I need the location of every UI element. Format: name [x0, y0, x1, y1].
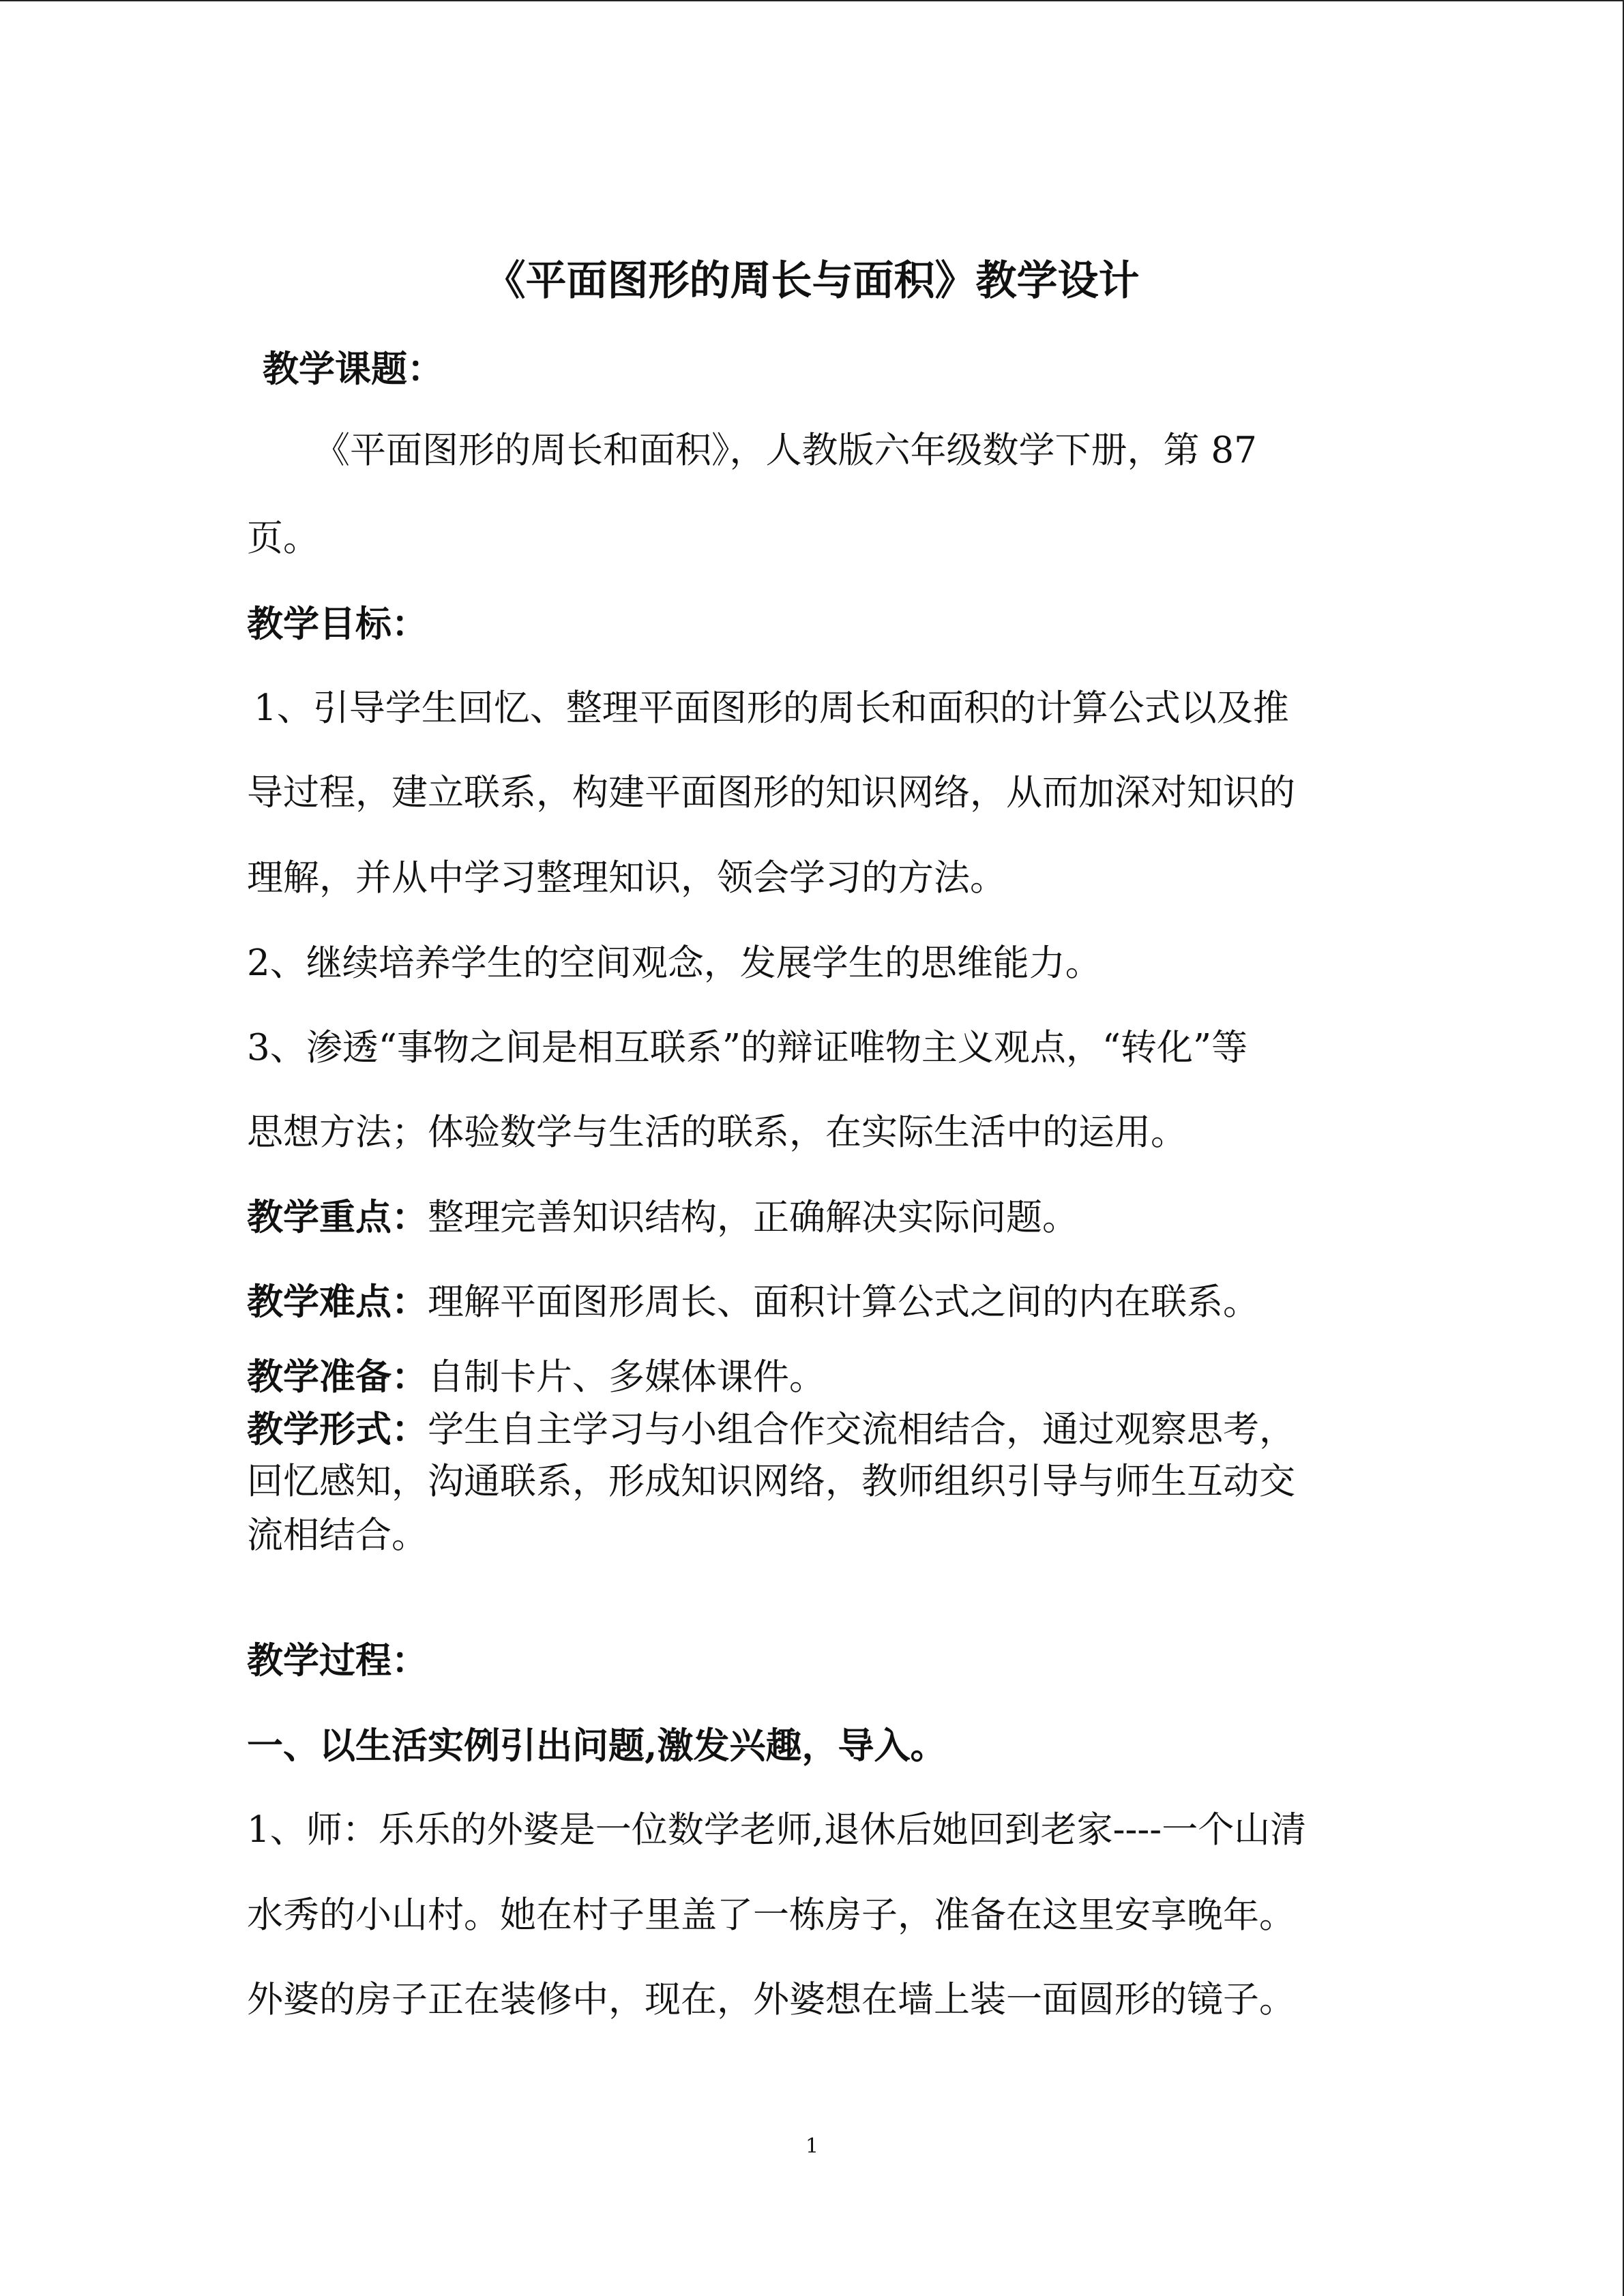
line-text: 流相结合。: [247, 1515, 428, 1556]
section-heading-objectives: [247, 600, 1393, 648]
page-top-border: [0, 0, 1624, 1]
key-point-line: [247, 1193, 1393, 1241]
line-text: 1、引导学生回忆、整理平面图形的周长和面积的计算公式以及推: [254, 687, 1289, 729]
line-label: 教学准备：: [247, 1356, 428, 1398]
section-heading-topic: [263, 345, 1408, 393]
line-text: 3、渗透“事物之间是相互联系”的辩证唯物主义观点，“转化”等: [247, 1027, 1248, 1069]
line-label: 教学过程：: [247, 1639, 428, 1682]
line-text: 思想方法；体验数学与生活的联系，在实际生活中的运用。: [247, 1112, 1187, 1153]
line-text: 回忆感知，沟通联系，形成知识网络，教师组织引导与师生互动交: [247, 1461, 1295, 1502]
paragraph-line: [254, 685, 1400, 732]
format-line: [247, 1405, 1393, 1453]
paragraph-line: [247, 854, 1393, 902]
paragraph-line: [247, 515, 1393, 563]
paragraph-line: [247, 1109, 1393, 1157]
line-text: 1、师：乐乐的外婆是一位数学老师,退休后她回到老家----一个山清: [247, 1809, 1307, 1851]
paragraph-line: [247, 1806, 1393, 1854]
line-label: 教学形式：: [247, 1408, 428, 1450]
paragraph-line: [247, 940, 1393, 987]
paragraph-line: [247, 1024, 1393, 1072]
line-text: 自制卡片、多媒体课件。: [428, 1356, 825, 1398]
line-label: 教学课题：: [263, 348, 443, 390]
line-text: 外婆的房子正在装修中，现在，外婆想在墙上装一面圆形的镜子。: [247, 1979, 1295, 2021]
paragraph-line: [247, 769, 1393, 817]
document-title: 《平面图形的周长与面积》教学设计: [484, 257, 1140, 305]
line-label: 教学重点：: [247, 1196, 428, 1238]
page-number: 1: [805, 2134, 819, 2158]
line-label: 教学难点：: [247, 1281, 428, 1323]
line-text: 理解，并从中学习整理知识，领会学习的方法。: [247, 857, 1006, 899]
difficulty-line: [247, 1278, 1393, 1326]
subsection-heading: [247, 1722, 1393, 1770]
paragraph-line: [247, 1512, 1393, 1560]
line-label: 一、以生活实例引出问题,激发兴趣，导入。: [247, 1725, 947, 1767]
preparation-line: [247, 1353, 1393, 1401]
paragraph-line: [247, 1458, 1393, 1506]
line-text: 学生自主学习与小组合作交流相结合，通过观察思考，: [428, 1409, 1295, 1450]
line-text: 整理完善知识结构，正确解决实际问题。: [428, 1197, 1078, 1238]
paragraph-line: [314, 427, 1460, 475]
line-text: 水秀的小山村。她在村子里盖了一栋房子，准备在这里安享晚年。: [247, 1894, 1295, 1936]
line-text: 理解平面图形周长、面积计算公式之间的内在联系。: [428, 1281, 1259, 1323]
line-text: 2、继续培养学生的空间观念，发展学生的思维能力。: [247, 942, 1102, 984]
line-text: 导过程，建立联系，构建平面图形的知识网络，从而加深对知识的: [247, 772, 1295, 814]
line-text: 页。: [247, 518, 319, 559]
paragraph-line: [247, 1976, 1393, 2024]
line-text: 《平面图形的周长和面积》，人教版六年级数学下册，第 87: [314, 430, 1257, 471]
line-label: 教学目标：: [247, 603, 428, 645]
paragraph-line: [247, 1892, 1393, 1939]
section-heading-process: [247, 1637, 1393, 1684]
